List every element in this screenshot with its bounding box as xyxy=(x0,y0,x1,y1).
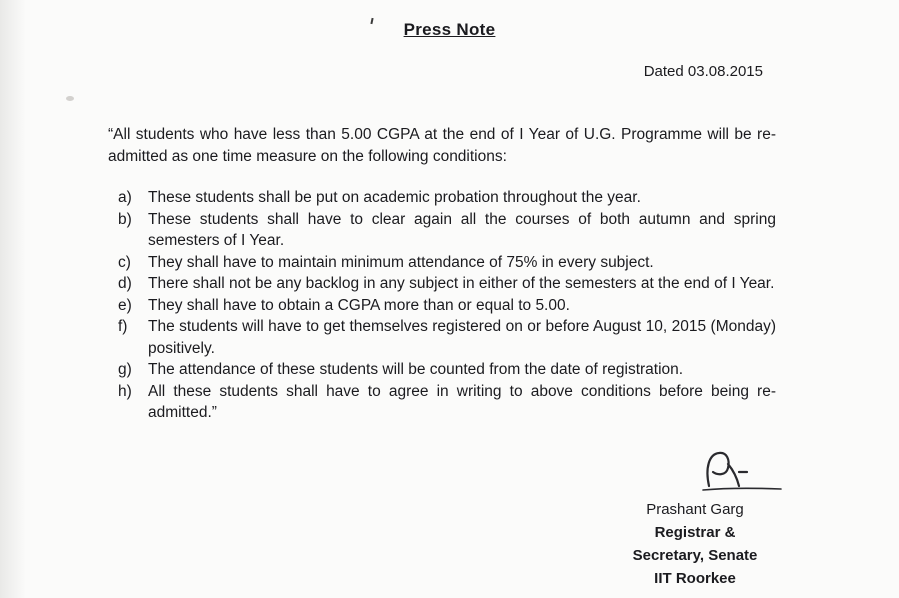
condition-label: f) xyxy=(118,318,128,335)
condition-item xyxy=(118,252,776,274)
signatory-title-3: IIT Roorkee xyxy=(654,570,736,587)
signatory-title-2: Secretary, Senate xyxy=(632,547,758,564)
condition-item xyxy=(118,381,776,424)
condition-text: These students shall be put on academic probation throughout the year. xyxy=(148,189,641,206)
conditions-list xyxy=(108,187,776,424)
condition-text: The students will have to get themselves registered on or before August 10, 2015 (Monday) positively. xyxy=(148,318,776,357)
signatory-title-1: Registrar & xyxy=(654,524,736,541)
condition-label: h) xyxy=(118,382,132,400)
condition-item xyxy=(118,316,776,359)
condition-label: a) xyxy=(118,189,132,206)
condition-item xyxy=(118,273,776,295)
condition-item xyxy=(118,295,776,317)
document-date: Dated 03.08.2015 xyxy=(643,63,763,80)
condition-label: e) xyxy=(118,296,132,314)
condition-text: These students shall have to clear again all the courses of both autumn and spring semesters of I Year. xyxy=(148,210,776,249)
condition-item xyxy=(118,187,776,209)
signature-block xyxy=(600,498,790,590)
condition-label: c) xyxy=(118,253,131,271)
condition-text: All these students shall have to agree in writing to above conditions before being re-admitted.” xyxy=(148,382,776,421)
condition-label: b) xyxy=(118,210,132,228)
scan-smudge xyxy=(66,96,74,101)
condition-text: They shall have to obtain a CGPA more than or equal to 5.00. xyxy=(148,296,570,314)
page-title: Press Note xyxy=(403,20,496,39)
intro-paragraph: “All students who have less than 5.00 CGPA at the end of I Year of U.G. Programme will be re-admitted as one time measure on the following conditions: xyxy=(108,126,776,165)
condition-text: There shall not be any backlog in any subject in either of the semesters at the end of I Year. xyxy=(148,275,775,292)
condition-label: g) xyxy=(118,361,132,378)
scan-edge-shadow xyxy=(0,0,26,598)
signatory-name: Prashant Garg xyxy=(646,501,744,518)
condition-item xyxy=(118,209,776,252)
handwritten-signature-icon xyxy=(695,448,785,498)
condition-text: They shall have to maintain minimum attendance of 75% in every subject. xyxy=(148,253,654,271)
condition-item xyxy=(118,359,776,381)
condition-text: The attendance of these students will be counted from the date of registration. xyxy=(148,361,684,378)
document-body xyxy=(108,124,776,424)
condition-label: d) xyxy=(118,275,132,292)
